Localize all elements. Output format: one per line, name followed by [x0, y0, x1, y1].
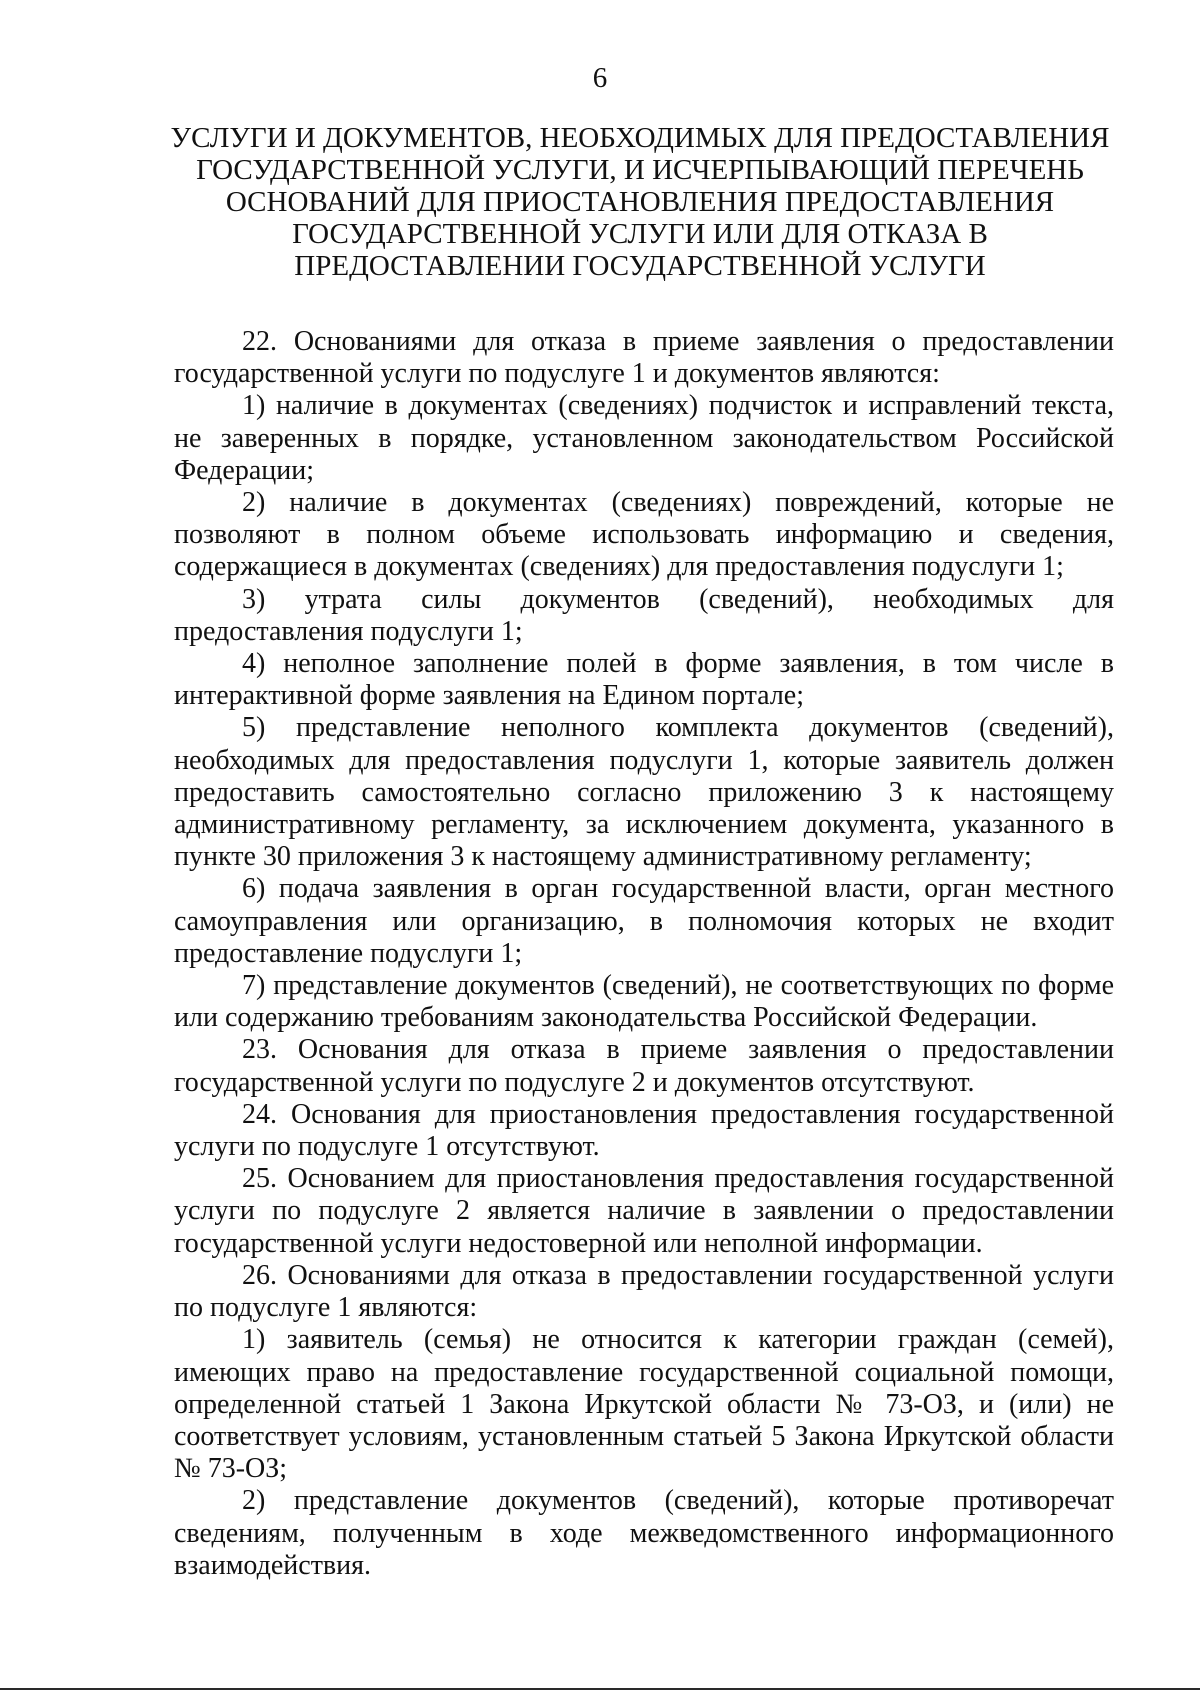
paragraph-23: 23. Основания для отказа в приеме заявления о предоставлении государственной услуги по подуслуге 2 и документов отсутствуют. — [174, 1034, 1114, 1098]
list-item-26-2: 2) представление документов (сведений), которые противоречат сведениям, полученным в ходе межведомственного информационного взаимодействия. — [174, 1485, 1114, 1581]
document-body — [174, 326, 1114, 1582]
heading-line: ОСНОВАНИЙ ДЛЯ ПРИОСТАНОВЛЕНИЯ ПРЕДОСТАВЛЕНИЯ — [225, 186, 1055, 218]
heading-line: ГОСУДАРСТВЕННОЙ УСЛУГИ, И ИСЧЕРПЫВАЮЩИЙ ПЕРЕЧЕНЬ — [196, 154, 1084, 186]
list-item-22-5: 5) представление неполного комплекта документов (сведений), необходимых для предоставления подуслуги 1, которые заявитель должен предоставить самостоятельно согласно приложению 3 к настоящему административному регламенту, за исключением документа, указанного в пункте 30 приложения 3 к настоящему административному регламенту; — [174, 712, 1114, 873]
list-item-22-3: 3) утрата силы документов (сведений), необходимых для предоставления подуслуги 1; — [174, 583, 1114, 647]
list-item-22-4: 4) неполное заполнение полей в форме заявления, в том числе в интерактивной форме заявления на Едином портале; — [174, 648, 1114, 712]
list-item-22-1: 1) наличие в документах (сведениях) подчисток и исправлений текста, не заверенных в порядке, установленном законодательством Российской Федерации; — [174, 390, 1114, 486]
heading-line: УСЛУГИ И ДОКУМЕНТОВ, НЕОБХОДИМЫХ ДЛЯ ПРЕДОСТАВЛЕНИЯ — [170, 122, 1110, 154]
list-item-22-6: 6) подача заявления в орган государственной власти, орган местного самоуправления или организацию, в полномочия которых не входит предоставление подуслуги 1; — [174, 873, 1114, 969]
heading-line: ГОСУДАРСТВЕННОЙ УСЛУГИ ИЛИ ДЛЯ ОТКАЗА В — [292, 218, 988, 250]
paragraph-22: 22. Основаниями для отказа в приеме заявления о предоставлении государственной услуги по подуслуге 1 и документов являются: — [174, 326, 1114, 390]
list-item-22-2: 2) наличие в документах (сведениях) повреждений, которые не позволяют в полном объеме использовать информацию и сведения, содержащиеся в документах (сведениях) для предоставления подуслуги 1; — [174, 487, 1114, 583]
paragraph-25: 25. Основанием для приостановления предоставления государственной услуги по подуслуге 2 является наличие в заявлении о предоставлении государственной услуги недостоверной или неполной информации. — [174, 1163, 1114, 1259]
list-item-22-7: 7) представление документов (сведений), не соответствующих по форме или содержанию требованиям законодательства Российской Федерации. — [174, 970, 1114, 1034]
page-number: 6 — [592, 62, 608, 94]
heading-line: ПРЕДОСТАВЛЕНИИ ГОСУДАРСТВЕННОЙ УСЛУГИ — [294, 250, 986, 282]
list-item-26-1: 1) заявитель (семья) не относится к категории граждан (семей), имеющих право на предоставление государственной социальной помощи, определенной статьей 1 Закона Иркутской области № 73-ОЗ, и (или) не соответствует условиям, установленным статьей 5 Закона Иркутской области № 73-ОЗ; — [174, 1324, 1114, 1485]
paragraph-24: 24. Основания для приостановления предоставления государственной услуги по подуслуге 1 отсутствуют. — [174, 1098, 1114, 1163]
bottom-scan-edge — [0, 1688, 1200, 1690]
section-heading — [160, 122, 1120, 282]
paragraph-26: 26. Основаниями для отказа в предоставлении государственной услуги по подуслуге 1 являются: — [174, 1259, 1114, 1324]
